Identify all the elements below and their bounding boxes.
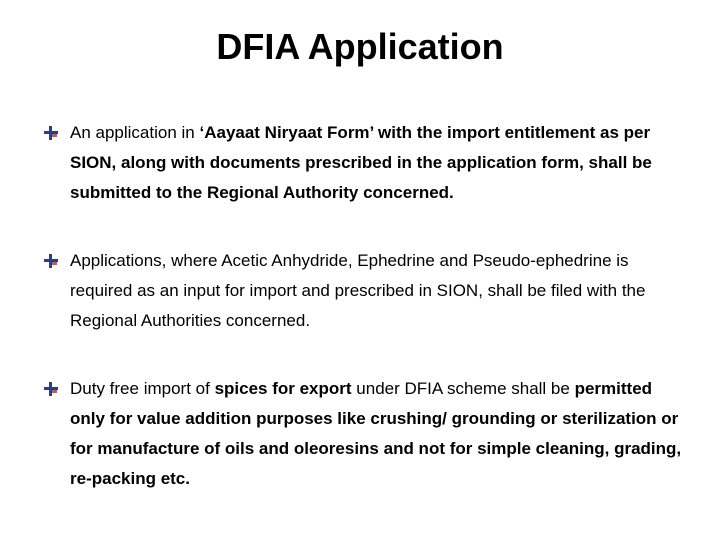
bullet-text-segment: spices for export (214, 379, 352, 398)
bullet-item (44, 374, 684, 494)
bullet-text-segment: under DFIA scheme shall be (351, 379, 575, 398)
bullet-text-segment: permitted only for value addition purposes like crushing/ grounding or sterilization or for manufacture of oils and oleoresins and not for simple cleaning, grading, re-packing etc. (70, 379, 682, 488)
bullet-text-segment: Applications, where Acetic Anhydride, Ephedrine and Pseudo-ephedrine is required as an input for import and prescribed in SION, shall be filed with the Regional Authorities concerned. (70, 251, 646, 330)
arrow-bullet-icon (44, 254, 58, 268)
bullet-text (70, 379, 681, 488)
page-title: DFIA Application (216, 26, 504, 67)
arrow-bullet-icon (44, 382, 58, 396)
bullet-text (70, 251, 645, 330)
bullet-text-segment: Duty free import of (70, 379, 215, 398)
bullet-item (44, 118, 684, 208)
bullet-text-segment: ‘Aayaat Niryaat Form’ with the import entitlement as per SION, along with documents prescribed in the application form, shall be submitted to the Regional Authority concerned. (70, 123, 652, 202)
bullet-list (44, 118, 684, 494)
bullet-item (44, 246, 684, 336)
bullet-text (70, 123, 652, 202)
bullet-text-segment: An application in (70, 123, 200, 142)
arrow-bullet-icon (44, 126, 58, 140)
